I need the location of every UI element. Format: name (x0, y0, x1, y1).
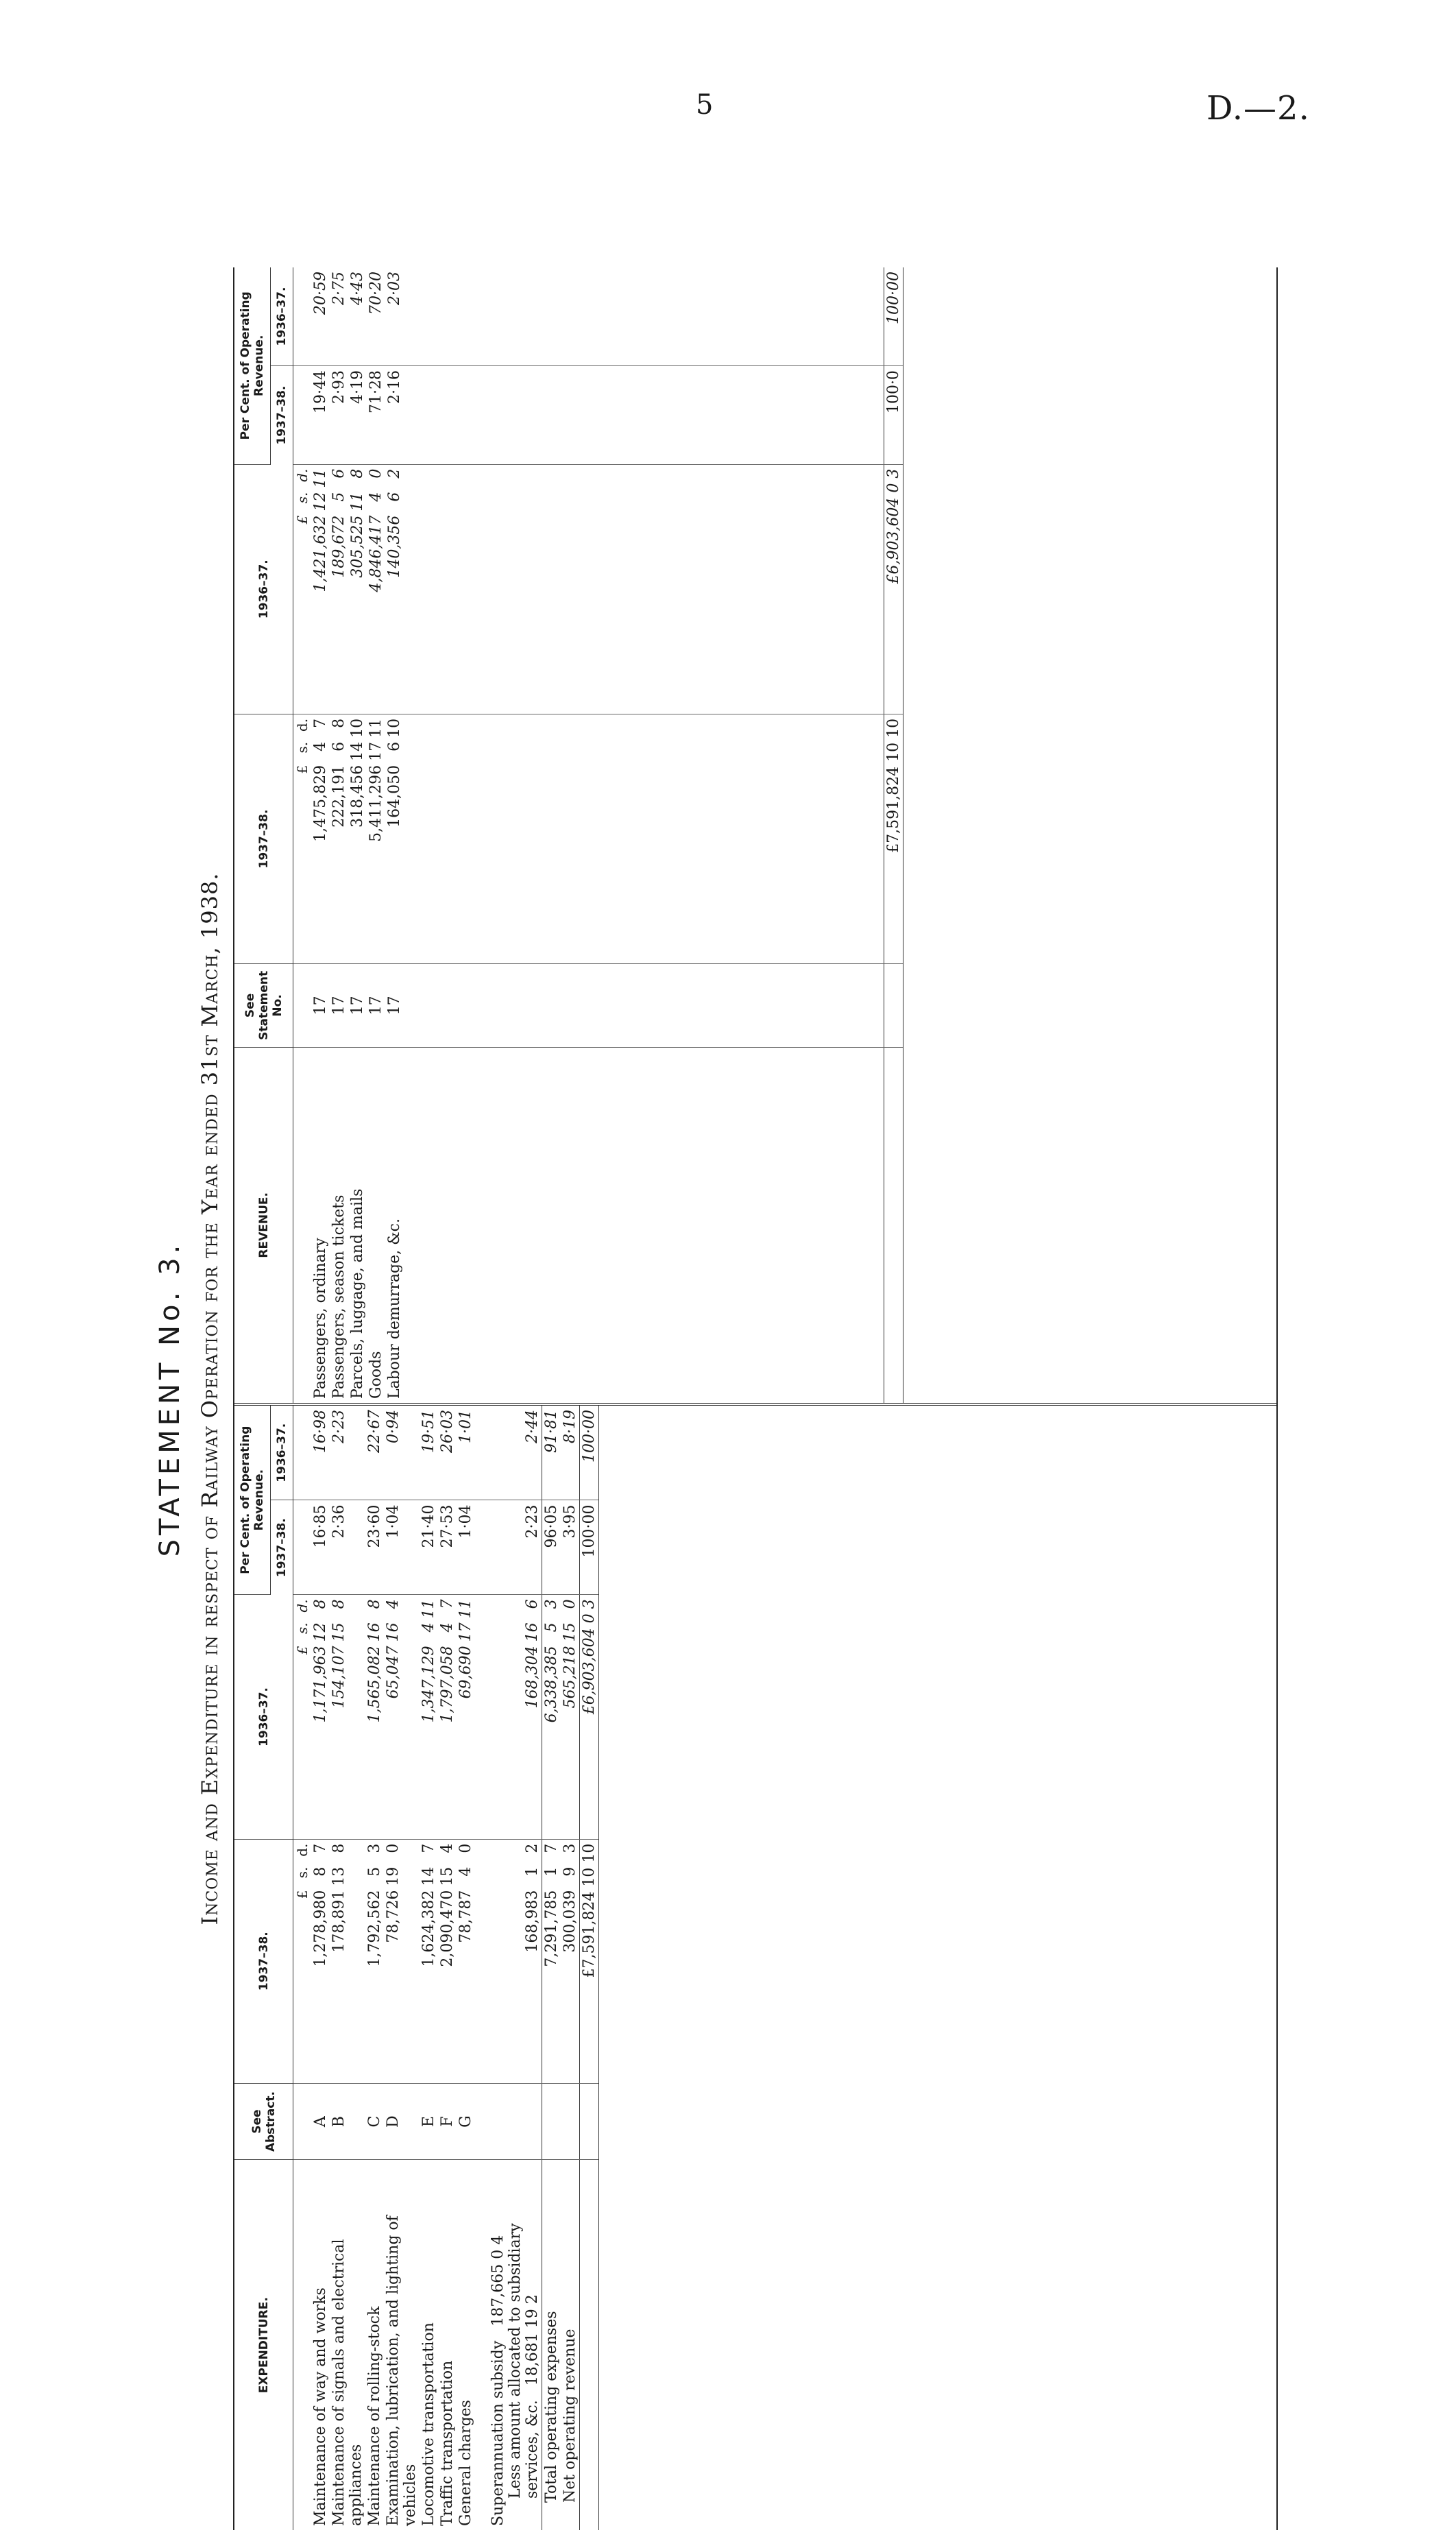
percent-1937: 20·59 (311, 267, 330, 366)
grand-total-row (580, 1406, 599, 2530)
abstract-ref: D (384, 2083, 420, 2160)
pounds-1938: 300,039 (561, 1890, 579, 1953)
pounds-1938: 222,191 (330, 765, 348, 828)
statement-ref: 17 (311, 964, 330, 1047)
row-description: Labour demurrage, &c. (386, 1218, 403, 1399)
shillings-1938: 1 (524, 1866, 541, 1877)
shillings-1938: 13 (330, 1866, 348, 1886)
percent-1938: 21·40 (420, 1500, 438, 1595)
percent-1938: 1·04 (457, 1500, 475, 1595)
table-row (438, 1406, 457, 2530)
pence-1938: 3 (561, 1843, 579, 1853)
unit-shilling: s. (294, 1866, 311, 1879)
percent-header: Per Cent. of Operating Revenue. (234, 267, 271, 464)
shillings-1937: 4 (420, 1622, 437, 1633)
table-row (420, 1406, 438, 2530)
pence-1937: 11 (457, 1599, 474, 1619)
shillings-1937: 6 (386, 492, 403, 502)
statement-subtitle: Income and Expenditure in respect of Railway Operation for the Year ended 31st March, 1938. (197, 872, 223, 1925)
percent-1938: 16·85 (311, 1500, 330, 1595)
percent-1937: 2·23 (330, 1406, 365, 1500)
shillings-1937: 16 (385, 1622, 402, 1642)
pounds-1937: 4,846,417 (367, 515, 385, 592)
row-description: General charges (457, 2400, 474, 2526)
percent-1937: 4·43 (348, 267, 367, 366)
pence-1938: 0 (385, 1843, 402, 1853)
abstract-ref: A (311, 2083, 330, 2160)
unit-pence: d. (294, 718, 311, 732)
table-row (384, 1406, 420, 2530)
percent-1937-header: 1936–37. (271, 1406, 293, 1500)
pence-1937: 8 (366, 1599, 383, 1609)
expenditure-table (234, 1406, 599, 2530)
percent-1938: 96·05 (542, 1500, 561, 1595)
shillings-1938: 8 (312, 1866, 329, 1877)
pence-1938: 7 (543, 1843, 560, 1853)
percent-1937: 91·81 (542, 1406, 561, 1500)
table-row (311, 1406, 330, 2530)
percent-1938: 3·95 (561, 1500, 580, 1595)
expenditure-panel (234, 1403, 1276, 2530)
shillings-1938: 4 (312, 741, 329, 752)
statement-ref: 17 (367, 964, 385, 1047)
pence-1938: 7 (312, 718, 329, 728)
percent-1938: 23·60 (365, 1500, 384, 1595)
pounds-1937: 140,356 (386, 515, 403, 578)
percent-1937: 2·75 (330, 267, 348, 366)
superannuation-label: Superannuation subsidy (489, 2340, 507, 2526)
table-row (385, 267, 404, 1403)
pounds-1938: 178,891 (330, 1890, 348, 1953)
percent-1937: 19·51 (420, 1406, 438, 1500)
pence-1937: 6 (330, 468, 348, 479)
pounds-1937: 1,421,632 (312, 515, 329, 592)
table-row (311, 267, 330, 1403)
abstract-ref: F (438, 2083, 457, 2160)
statement-ref: 17 (348, 964, 367, 1047)
percent-header: Per Cent. of Operating Revenue. (234, 1406, 271, 1595)
table-row (348, 267, 367, 1403)
pence-1938: 11 (367, 718, 385, 738)
year-1937-header: 1936–37. (234, 464, 293, 714)
grand-percent-1938: 100·0 (884, 366, 903, 465)
percent-1937: 26·03 (438, 1406, 457, 1500)
pence-1938: 7 (312, 1843, 329, 1853)
unit-shilling: s. (294, 741, 311, 754)
abstract-ref: B (330, 2083, 365, 2160)
table-row (457, 1406, 475, 2530)
pounds-1938: 5,411,296 (367, 765, 385, 842)
pence-1937: 11 (420, 1599, 437, 1619)
percent-1938: 2·93 (330, 366, 348, 465)
net-revenue-row (561, 1406, 580, 2530)
revenue-header: REVENUE. (234, 1047, 293, 1403)
pence-1937: 8 (312, 1599, 329, 1609)
grand-total-1937: £6,903,604 0 3 (580, 1595, 599, 1839)
percent-1937: 1·01 (457, 1406, 475, 1500)
unit-shilling: s. (294, 492, 311, 504)
shillings-1937: 16 (524, 1622, 541, 1642)
shillings-1938: 5 (366, 1866, 383, 1877)
grand-percent-1937: 100·00 (580, 1406, 599, 1500)
row-description: Net operating revenue (561, 2329, 579, 2503)
shillings-1937: 12 (312, 1622, 329, 1642)
grand-total-row (884, 267, 903, 1403)
pence-1937: 6 (524, 1599, 541, 1609)
allocation-amount: 18,681 19 2 (524, 2294, 541, 2386)
pounds-1938: 1,475,829 (312, 765, 329, 842)
shillings-1937: 15 (330, 1622, 348, 1642)
grand-total-1938: £7,591,824 10 10 (580, 1839, 599, 2083)
percent-1937-header: 1936–37. (271, 267, 293, 366)
pence-1938: 2 (524, 1843, 541, 1853)
shillings-1938: 4 (457, 1866, 474, 1877)
pence-1938: 8 (330, 1843, 348, 1853)
pounds-1938: 78,726 (385, 1890, 402, 1943)
row-description: Locomotive transportation (420, 2322, 437, 2526)
pence-1938: 10 (386, 718, 403, 738)
shillings-1937: 16 (366, 1622, 383, 1642)
revenue-panel (234, 267, 1276, 1403)
percent-1937: 0·94 (384, 1406, 420, 1500)
pounds-1937: 154,107 (330, 1646, 348, 1709)
see-abstract-header: See Abstract. (234, 2083, 293, 2160)
pounds-1937: 189,672 (330, 515, 348, 578)
pounds-1938: 164,050 (386, 765, 403, 828)
units-row (293, 267, 312, 1403)
pounds-1938: 1,624,382 (420, 1890, 437, 1967)
year-1937-header: 1936–37. (234, 1595, 293, 1839)
statement-title: STATEMENT No. 3. (154, 1240, 186, 1557)
shillings-1938: 9 (561, 1866, 579, 1877)
allocation-label: Less amount allocated to subsidiary services, &c. (507, 2223, 541, 2499)
unit-shilling: s. (294, 1622, 311, 1634)
percent-1938: 2·16 (385, 366, 404, 465)
pounds-1937: 565,218 (561, 1646, 579, 1709)
shillings-1938: 14 (420, 1866, 437, 1886)
pounds-1937: 1,797,058 (439, 1646, 456, 1723)
pounds-1938: 1,278,980 (312, 1890, 329, 1967)
year-1938-header: 1937–38. (234, 1839, 293, 2083)
grand-total-1938: £7,591,824 10 10 (884, 714, 903, 963)
pence-1938: 0 (457, 1843, 474, 1853)
percent-1938-header: 1937–38. (271, 1500, 293, 1595)
row-description: Maintenance of rolling-stock (366, 2306, 383, 2526)
unit-pence: d. (294, 1599, 311, 1613)
abstract-ref: C (365, 2083, 384, 2160)
unit-pence: d. (294, 1843, 311, 1857)
percent-1937: 2·03 (385, 267, 404, 366)
pounds-1938: 78,787 (457, 1890, 474, 1943)
shillings-1937: 17 (457, 1622, 474, 1642)
shillings-1938: 17 (367, 741, 385, 761)
statement-ref: 17 (330, 964, 348, 1047)
pounds-1937: 1,347,129 (420, 1646, 437, 1723)
row-description: Passengers, season tickets (330, 1194, 348, 1399)
shillings-1937: 5 (543, 1622, 560, 1633)
pence-1938: 7 (420, 1843, 437, 1853)
shillings-1938: 14 (349, 741, 366, 761)
statement-ref: 17 (385, 964, 404, 1047)
unit-pound: £ (294, 1890, 311, 1899)
superannuation-amount: 187,665 0 4 (489, 2235, 507, 2326)
pence-1937: 4 (385, 1599, 402, 1609)
table-row (330, 267, 348, 1403)
pounds-1937: 1,565,082 (366, 1646, 383, 1723)
percent-1938: 19·44 (311, 366, 330, 465)
shillings-1938: 6 (386, 741, 403, 752)
superannuation-row (489, 1406, 542, 2530)
row-description: Examination, lubrication, and lighting of vehicles (385, 2215, 419, 2526)
pence-1938: 8 (330, 718, 348, 728)
unit-pound: £ (294, 765, 311, 774)
shillings-1938: 19 (385, 1866, 402, 1886)
pounds-1937: 69,690 (457, 1646, 474, 1699)
shillings-1938: 6 (330, 741, 348, 752)
shillings-1937: 4 (439, 1622, 456, 1633)
pounds-1937: 1,171,963 (312, 1646, 329, 1723)
table-row (365, 1406, 384, 2530)
pounds-1937: 305,525 (349, 515, 366, 578)
total-expenses-row (542, 1406, 561, 2530)
expenditure-header: EXPENDITURE. (234, 2160, 293, 2530)
units-row (293, 1406, 312, 2530)
pounds-1938: 318,456 (349, 765, 366, 828)
pence-1937: 0 (561, 1599, 579, 1609)
percent-1938: 27·53 (438, 1500, 457, 1595)
percent-1937: 70·20 (367, 267, 385, 366)
unit-pound: £ (294, 1646, 311, 1655)
percent-1937: 16·98 (311, 1406, 330, 1500)
shillings-1937: 5 (330, 492, 348, 502)
percent-1938: 2·23 (489, 1500, 542, 1595)
grand-percent-1937: 100·00 (884, 267, 903, 366)
pounds-1937: 168,304 (524, 1646, 541, 1709)
pounds-1937: 6,338,385 (543, 1646, 560, 1723)
row-description: Maintenance of signals and electrical appliances (330, 2239, 365, 2526)
spacer-row (475, 1406, 489, 2530)
percent-1938-header: 1937–38. (271, 366, 293, 465)
shillings-1937: 15 (561, 1622, 579, 1642)
pence-1938: 4 (439, 1843, 456, 1853)
pence-1937: 3 (543, 1599, 560, 1609)
pence-1937: 11 (312, 468, 329, 488)
pounds-1937: 65,047 (385, 1646, 402, 1699)
pence-1937: 8 (330, 1599, 348, 1609)
pence-1937: 8 (349, 468, 366, 479)
table-row (330, 1406, 365, 2530)
percent-1937: 22·67 (365, 1406, 384, 1500)
filler-row (404, 267, 884, 1403)
grand-percent-1938: 100·00 (580, 1500, 599, 1595)
statement-tables (233, 267, 1278, 2530)
row-description: Parcels, luggage, and mails (349, 1188, 366, 1399)
percent-1938: 4·19 (348, 366, 367, 465)
shillings-1938: 1 (543, 1866, 560, 1877)
grand-total-1937: £6,903,604 0 3 (884, 464, 903, 714)
table-row (367, 267, 385, 1403)
pounds-1938: 7,291,785 (543, 1890, 560, 1967)
abstract-ref: E (420, 2083, 438, 2160)
percent-1937: 8·19 (561, 1406, 580, 1500)
row-description: Passengers, ordinary (312, 1238, 329, 1399)
percent-1938: 1·04 (384, 1500, 420, 1595)
page-number: 5 (696, 89, 714, 121)
document-reference: D.—2. (1206, 89, 1310, 128)
pence-1937: 0 (367, 468, 385, 479)
percent-1938: 2·36 (330, 1500, 365, 1595)
see-statement-header: See Statement No. (234, 964, 293, 1047)
pounds-1938: 168,983 (524, 1890, 541, 1953)
row-description: Maintenance of way and works (312, 2287, 329, 2526)
percent-1937: 2·44 (489, 1406, 542, 1500)
row-description: Goods (367, 1351, 385, 1399)
year-1938-header: 1937–38. (234, 714, 293, 963)
pence-1938: 10 (349, 718, 366, 738)
revenue-table (234, 267, 903, 1403)
pence-1937: 2 (386, 468, 403, 479)
shillings-1937: 4 (367, 492, 385, 502)
shillings-1938: 15 (439, 1866, 456, 1886)
row-description: Total operating expenses (542, 2160, 561, 2530)
pence-1937: 7 (439, 1599, 456, 1609)
unit-pence: d. (294, 468, 311, 482)
percent-1938: 71·28 (367, 366, 385, 465)
shillings-1937: 11 (349, 492, 366, 512)
statement-sheet (154, 267, 1285, 2530)
pence-1938: 3 (366, 1843, 383, 1853)
pounds-1938: 1,792,562 (366, 1890, 383, 1967)
row-description: Traffic transportation (439, 2360, 456, 2526)
shillings-1937: 12 (312, 492, 329, 512)
abstract-ref: G (457, 2083, 475, 2160)
unit-pound: £ (294, 515, 311, 525)
pounds-1938: 2,090,470 (439, 1890, 456, 1967)
